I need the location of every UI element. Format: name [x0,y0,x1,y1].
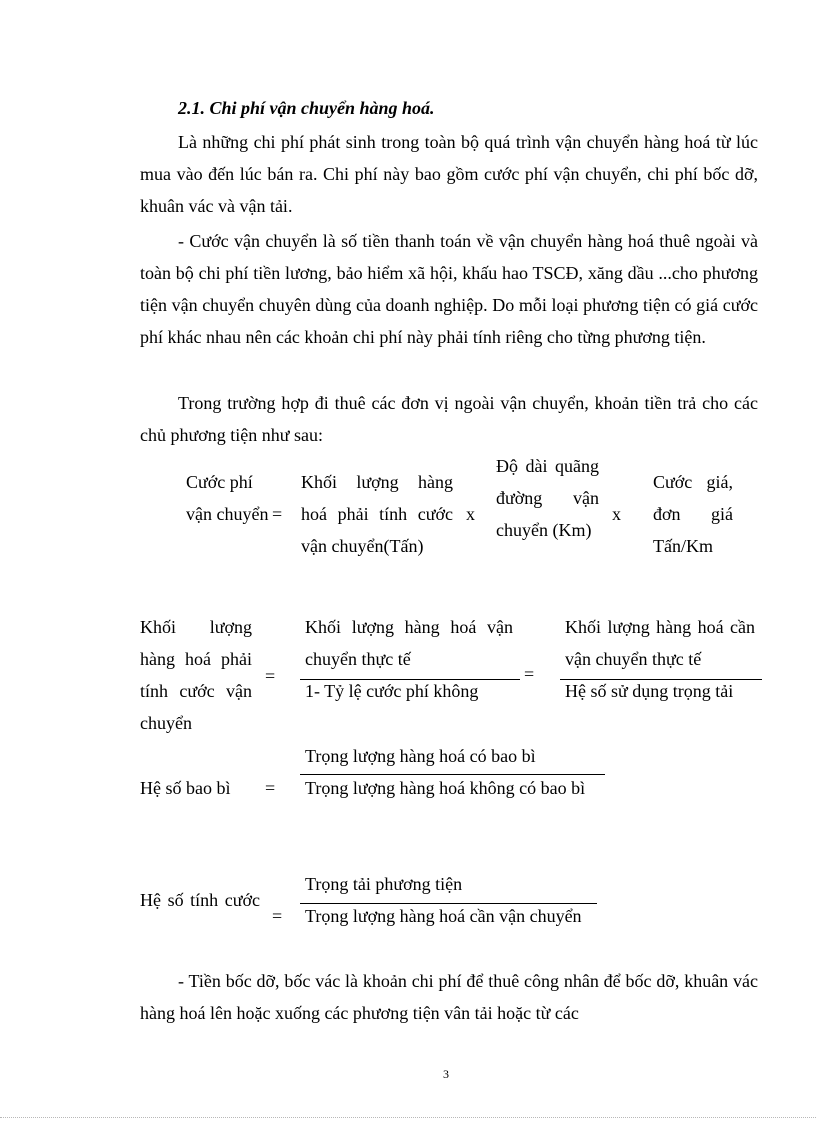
formula1-equals: = [272,504,283,524]
page-break-line [0,1117,816,1118]
paragraph-intro: Là những chi phí phát sinh trong toàn bộ quá trình vận chuyển hàng hoá từ lúc mua vào đến lúc bán ra. Chi phí này bao gồm cước phí vận chuyển, chi phí bốc dỡ, khuân vác và vận tải. [140,132,758,216]
formula2-numerator-1: Khối lượng hàng hoá vận chuyển thực tế [305,617,513,669]
formula1-term-weight: Khối lượng hàng hoá phải tính cước vận chuyển(Tấn) [301,472,453,556]
formula2-denominator-1: 1- Tỷ lệ cước phí không [305,681,479,701]
paragraph-loading-cost: - Tiền bốc dỡ, bốc vác là khoản chi phí để thuê công nhân để bốc dỡ, khuân vác hàng hoá lên hoặc xuống các phương tiện vân tải hoặc từ các [140,971,758,1023]
formula2-equals-1: = [265,666,276,686]
page-number: 3 [443,1067,449,1081]
formula4-numerator: Trọng tải phương tiện [305,874,463,894]
formula2-equals-2: = [524,664,535,684]
formula3-denominator: Trọng lượng hàng hoá không có bao bì [305,778,586,798]
formula2-lhs: Khối lượng hàng hoá phải tính cước vận chuyển [140,617,252,733]
formula1-times-1: x [466,504,475,524]
formula4-equals: = [272,906,283,926]
formula1-term-distance: Độ dài quãng đường vận chuyển (Km) [496,456,599,540]
paragraph-freight-cost: - Cước vận chuyển là số tiền thanh toán về vận chuyển hàng hoá thuê ngoài và toàn bộ chi phí tiền lương, bảo hiểm xã hội, khấu hao TSCĐ, xăng dầu ...cho phương tiện vận chuyển chuyên dùng của doanh nghiệp. Do mỗi loại phương tiện có giá cước phí khác nhau nên các khoản chi phí này phải tính riêng cho từng phương tiện. [140,231,758,347]
formula4-denominator: Trọng lượng hàng hoá cần vận chuyển [305,906,582,926]
formula2-denominator-2: Hệ số sử dụng trọng tải [565,681,734,701]
formula3-lhs: Hệ số bao bì [140,778,231,798]
formula4-lhs: Hệ số tính cước [140,890,260,910]
paragraph-hired-transport: Trong trường hợp đi thuê các đơn vị ngoài vận chuyển, khoản tiền trả cho các chủ phương tiện như sau: [140,393,758,445]
formula3-numerator: Trọng lượng hàng hoá có bao bì [305,746,536,766]
formula1-term-rate: Cước giá, đơn giá Tấn/Km [653,472,733,556]
formula1-times-2: x [612,504,621,524]
formula3-equals: = [265,778,276,798]
section-heading: 2.1. Chi phí vận chuyển hàng hoá. [178,98,435,118]
formula1-lhs: Cước phí vận chuyển [186,472,269,524]
formula2-numerator-2: Khối lượng hàng hoá cần vận chuyển thực tế [565,617,755,669]
